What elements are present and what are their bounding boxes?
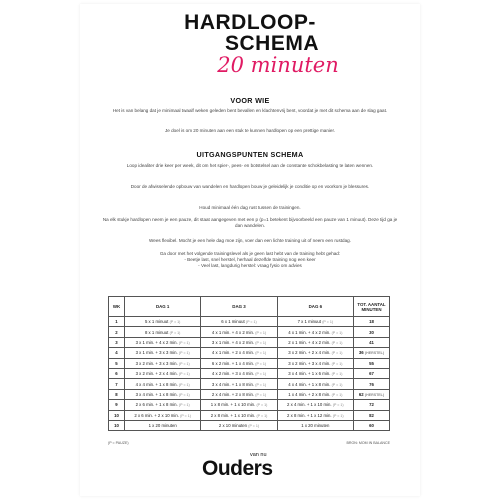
table-row — [109, 358, 390, 368]
cell-week — [109, 410, 125, 420]
cell-dag1-pause-note: (P = 1) — [178, 382, 190, 387]
cell-dag1-pause-note: (P = 1) — [178, 403, 190, 408]
uitgangspunten-paragraph-3: Houd minimaal één dag rust tussen de trainingen. — [199, 205, 301, 210]
cell-dag6 — [277, 420, 353, 430]
cell-total-value: 55 — [369, 360, 374, 366]
pause-legend: (P = PAUZE) — [108, 441, 129, 445]
table-row — [109, 317, 390, 327]
cell-dag6-value: 7 x 1 minuut — [297, 319, 322, 325]
cell-dag6-value: 2 x 1 min. + 4 x 2 min. — [288, 339, 331, 345]
cell-dag1 — [125, 389, 201, 399]
cell-dag1-value: 3 x 2 min. + 2 x 4 min. — [135, 371, 178, 377]
source-credit: BRON: MOM IN BALANCE — [346, 441, 390, 445]
cell-dag3-pause-note: (P = 1) — [245, 320, 257, 325]
cell-dag6-value: 1 x 20 minuten — [301, 423, 330, 429]
cell-total — [354, 420, 390, 430]
cell-dag1 — [125, 327, 201, 337]
cell-week-value: 4 — [115, 350, 118, 356]
cell-week — [109, 358, 125, 368]
cell-total-value: 67 — [369, 371, 374, 377]
cell-dag1-value: 3 x 4 min. + 1 x 8 min. — [135, 391, 178, 397]
uitgangspunten-paragraph-2: Door de afwisselende opbouw van wandelen en hardlopen bouw je geleidelijk je conditie op en voorkom je blessures. — [130, 184, 370, 189]
logo-main-text: Ouders — [202, 457, 273, 480]
cell-week-value: 8 — [115, 391, 118, 397]
cell-dag3 — [201, 317, 277, 327]
title-line-1: HARDLOOP- — [184, 11, 316, 34]
table-row — [109, 368, 390, 378]
cell-dag3-pause-note: (P = 1) — [255, 361, 267, 366]
cell-dag3-pause-note: (P = 1) — [255, 392, 267, 397]
table-row — [109, 400, 390, 410]
cell-dag3-value: 6 x 1 minuut — [221, 319, 245, 325]
voor-wie-paragraph-1: Het is van belang dat je minimaal twaalf weken geleden bent bevallen en klachtenvrij bent, voordat je met dit schema aan de slag gaat. — [112, 108, 388, 113]
cell-week-value: 2 — [115, 329, 118, 335]
cell-dag3-value: 4 x 1 min. + 2 x 4 min. — [211, 350, 255, 356]
cell-week-value: 9 — [115, 402, 118, 408]
table-row — [109, 337, 390, 347]
cell-dag1 — [125, 379, 201, 389]
uitgangspunten-paragraph-8: - Veel last, langdurig herstel: vraag fysio om advies — [198, 263, 302, 268]
cell-week-value: 10 — [114, 423, 119, 429]
cell-week — [109, 389, 125, 399]
cell-week — [109, 317, 125, 327]
header-total-minutes: TOT. AANTAL MINUTEN — [354, 297, 390, 317]
cell-dag1-pause-note: (P = 1) — [178, 340, 190, 345]
uitgangspunten-paragraph-4: Na elk stukje hardlopen neem je een pauze, dit staat aangegeven met een p (p=1 betekent bijvoorbeeld een pauze van 1 minuut). Deze tijd ga je dan wandelen. — [102, 217, 398, 229]
cell-dag3 — [201, 420, 277, 430]
cell-dag3 — [201, 348, 277, 358]
document-page — [80, 4, 420, 496]
cell-total-value: 62 — [358, 391, 364, 397]
cell-dag6-pause-note: (P = 1) — [331, 361, 343, 366]
cell-total — [354, 410, 390, 420]
cell-dag6-pause-note: (P = 1) — [331, 330, 343, 335]
cell-dag3-pause-note: (P = 1) — [248, 424, 260, 429]
cell-dag1 — [125, 317, 201, 327]
cell-dag6-pause-note: (P = 1) — [322, 320, 334, 325]
cell-week-value: 10 — [114, 412, 119, 418]
cell-week — [109, 327, 125, 337]
cell-dag3-pause-note: (P = 1) — [256, 413, 268, 418]
cell-dag6-value: 3 x 2 min. + 3 x 4 min. — [288, 360, 331, 366]
cell-dag6-value: 2 x 8 min. + 1 x 12 min. — [287, 412, 332, 418]
cell-dag6-pause-note: (P = 1) — [331, 351, 343, 356]
table-row — [109, 327, 390, 337]
cell-dag1-pause-note: (P = 1) — [180, 413, 191, 418]
table-row — [109, 410, 390, 420]
cell-dag3-value: 2 x 8 min. + 1 x 10 min. — [210, 412, 256, 418]
cell-dag6 — [277, 317, 353, 327]
cell-dag3-pause-note: (P = 1) — [255, 340, 267, 345]
uitgangspunten-paragraph-5: Wees flexibel. Mocht je een hele dag moe zijn, voer dan een lichte training uit of neem een rustdag. — [149, 238, 351, 243]
cell-dag6-value: 2 x 4 min. + 1 x 10 min. — [287, 402, 332, 408]
cell-dag1-value: 3 x 1 min. + 3 x 3 min. — [135, 350, 178, 356]
cell-dag1 — [125, 358, 201, 368]
cell-dag3-pause-note: (P = 1) — [255, 382, 267, 387]
cell-total — [354, 400, 390, 410]
cell-dag3-value: 4 x 1 min. + 4 x 2 min. — [211, 329, 255, 335]
cell-total-pause-note: (HERSTEL) — [364, 392, 385, 397]
logo-sub-text: van nu — [250, 452, 267, 458]
cell-total-value: 72 — [369, 402, 374, 408]
cell-dag6-value: 3 x 2 min. + 2 x 4 min. — [288, 350, 331, 356]
cell-dag6-pause-note: (P = 1) — [332, 403, 344, 408]
cell-dag1-value: 3 x 1 min. + 4 x 2 min. — [135, 339, 178, 345]
cell-week-value: 1 — [115, 319, 118, 325]
cell-dag3-pause-note: (P = 1) — [255, 330, 267, 335]
cell-dag6 — [277, 389, 353, 399]
cell-dag3 — [201, 400, 277, 410]
training-schedule-table — [108, 296, 390, 431]
header-dag1: DAG 1 — [125, 297, 201, 317]
cell-dag3 — [201, 379, 277, 389]
table-body — [109, 317, 390, 431]
cell-total-value: 18 — [369, 319, 374, 325]
cell-dag3 — [201, 337, 277, 347]
cell-dag1-value: 4 x 4 min. + 1 x 8 min. — [135, 381, 178, 387]
cell-dag6-value: 1 x 4 min. + 2 x 8 min. — [288, 391, 331, 397]
cell-dag3-value: 3 x 1 min. + 4 x 2 min. — [211, 339, 255, 345]
table-row — [109, 348, 390, 358]
uitgangspunten-paragraph-6: Ga door met het volgende trainingslevel als je geen last hebt van de training hebt gehad: — [159, 251, 341, 256]
cell-week — [109, 420, 125, 430]
cell-dag6 — [277, 400, 353, 410]
cell-week-value: 7 — [115, 381, 118, 387]
cell-dag6 — [277, 337, 353, 347]
cell-week-value: 6 — [115, 371, 118, 377]
title-script: 20 minuten — [217, 53, 339, 77]
cell-week — [109, 379, 125, 389]
cell-dag1 — [125, 420, 201, 430]
cell-dag6-pause-note: (P = 1) — [331, 392, 343, 397]
cell-week — [109, 348, 125, 358]
cell-dag6-value: 4 x 1 min. + 4 x 2 min. — [288, 329, 331, 335]
cell-dag6-pause-note: (P = 1) — [331, 340, 343, 345]
cell-dag1-value: 5 x 1 minuut — [144, 319, 169, 325]
cell-dag3-value: 2 x 10 minuten — [218, 423, 248, 429]
uitgangspunten-paragraph-7: - Beetje last, snel herstel, herhaal dezelfde training nog een keer — [184, 257, 316, 262]
cell-dag6 — [277, 368, 353, 378]
cell-dag3 — [201, 358, 277, 368]
cell-dag3-value: 2 x 4 min. + 2 x 8 min. — [211, 391, 255, 397]
cell-dag1 — [125, 348, 201, 358]
cell-week — [109, 400, 125, 410]
cell-week-value: 5 — [115, 360, 118, 366]
cell-dag1-pause-note: (P = 1) — [178, 372, 190, 377]
cell-total — [354, 327, 390, 337]
cell-dag6-pause-note: (P = 1) — [331, 382, 343, 387]
cell-total-value: 41 — [369, 339, 374, 345]
cell-dag3-value: 6 x 2 min. + 1 x 4 min. — [211, 360, 255, 366]
cell-dag6-pause-note: (P = 1) — [331, 372, 343, 377]
cell-dag1-value: 8 x 1 minuut — [144, 329, 169, 335]
cell-total — [354, 358, 390, 368]
title-block — [80, 12, 420, 76]
header-dag3: DAG 3 — [201, 297, 277, 317]
cell-total — [354, 368, 390, 378]
cell-dag6-pause-note: (P = 1) — [332, 413, 344, 418]
ouders-van-nu-logo — [202, 452, 302, 482]
cell-dag1-value: 3 x 2 min. + 3 x 3 min. — [135, 360, 178, 366]
cell-total — [354, 317, 390, 327]
cell-dag3-value: 4 x 2 min. + 3 x 4 min. — [211, 371, 255, 377]
cell-dag1 — [125, 410, 201, 420]
cell-dag3-value: 3 x 4 min. + 1 x 8 min. — [211, 381, 255, 387]
cell-dag3-value: 1 x 8 min. + 1 x 10 min. — [210, 402, 256, 408]
title-line-2: SCHEMA — [224, 32, 319, 55]
cell-dag6 — [277, 410, 353, 420]
cell-dag1 — [125, 337, 201, 347]
cell-dag3-pause-note: (P = 1) — [255, 372, 267, 377]
cell-total — [354, 389, 390, 399]
cell-dag3-pause-note: (P = 1) — [256, 403, 268, 408]
cell-dag3-pause-note: (P = 1) — [255, 351, 267, 356]
cell-dag6 — [277, 379, 353, 389]
cell-total-value: 30 — [369, 329, 374, 335]
cell-dag1-pause-note: (P = 1) — [178, 361, 190, 366]
cell-dag3 — [201, 327, 277, 337]
cell-total — [354, 379, 390, 389]
cell-total-value: 82 — [369, 412, 374, 418]
table-header-row — [109, 297, 390, 317]
cell-dag1-pause-note: (P = 1) — [178, 351, 190, 356]
cell-total-value: 76 — [369, 381, 374, 387]
cell-dag6 — [277, 327, 353, 337]
table-row — [109, 389, 390, 399]
cell-dag1-pause-note: (P = 1) — [178, 392, 190, 397]
cell-total-pause-note: (HERSTEL) — [364, 351, 385, 356]
cell-dag1-value: 2 x 6 min. + 1 x 8 min. — [135, 402, 178, 408]
cell-dag3 — [201, 389, 277, 399]
cell-total-value: 36 — [358, 350, 364, 356]
voor-wie-paragraph-2: Je doel is om 20 minuten aan een stuk te kunnen hardlopen op een prettige manier. — [164, 128, 336, 133]
cell-dag1-value: 1 x 20 minuten — [148, 423, 177, 429]
cell-dag1 — [125, 400, 201, 410]
cell-total — [354, 337, 390, 347]
cell-total-value: 60 — [369, 423, 374, 429]
cell-dag1-pause-note: (P = 1) — [169, 320, 181, 325]
cell-total — [354, 348, 390, 358]
cell-dag3 — [201, 368, 277, 378]
cell-dag3 — [201, 410, 277, 420]
uitgangspunten-paragraph-1: Loop idealiter drie keer per week, dit om het spier-, pees- en botstelsel aan de constante schokbelasting te laten wennen. — [126, 163, 374, 168]
cell-dag6-value: 3 x 4 min. + 1 x 6 min. — [288, 371, 331, 377]
table-row — [109, 379, 390, 389]
header-dag6: DAG 6 — [277, 297, 353, 317]
cell-dag6 — [277, 358, 353, 368]
cell-week — [109, 337, 125, 347]
cell-week-value: 3 — [115, 339, 118, 345]
table-row — [109, 420, 390, 430]
heading-voor-wie: VOOR WIE — [230, 96, 270, 105]
cell-dag1-value: 2 x 6 min. + 2 x 10 min. — [134, 412, 179, 418]
heading-uitgangspunten: UITGANGSPUNTEN SCHEMA — [196, 150, 304, 159]
cell-dag1 — [125, 368, 201, 378]
cell-dag6-value: 4 x 4 min. + 1 x 8 min. — [288, 381, 331, 387]
cell-dag1-pause-note: (P = 1) — [169, 330, 181, 335]
cell-dag6 — [277, 348, 353, 358]
cell-week — [109, 368, 125, 378]
header-wk: WK — [109, 297, 125, 317]
